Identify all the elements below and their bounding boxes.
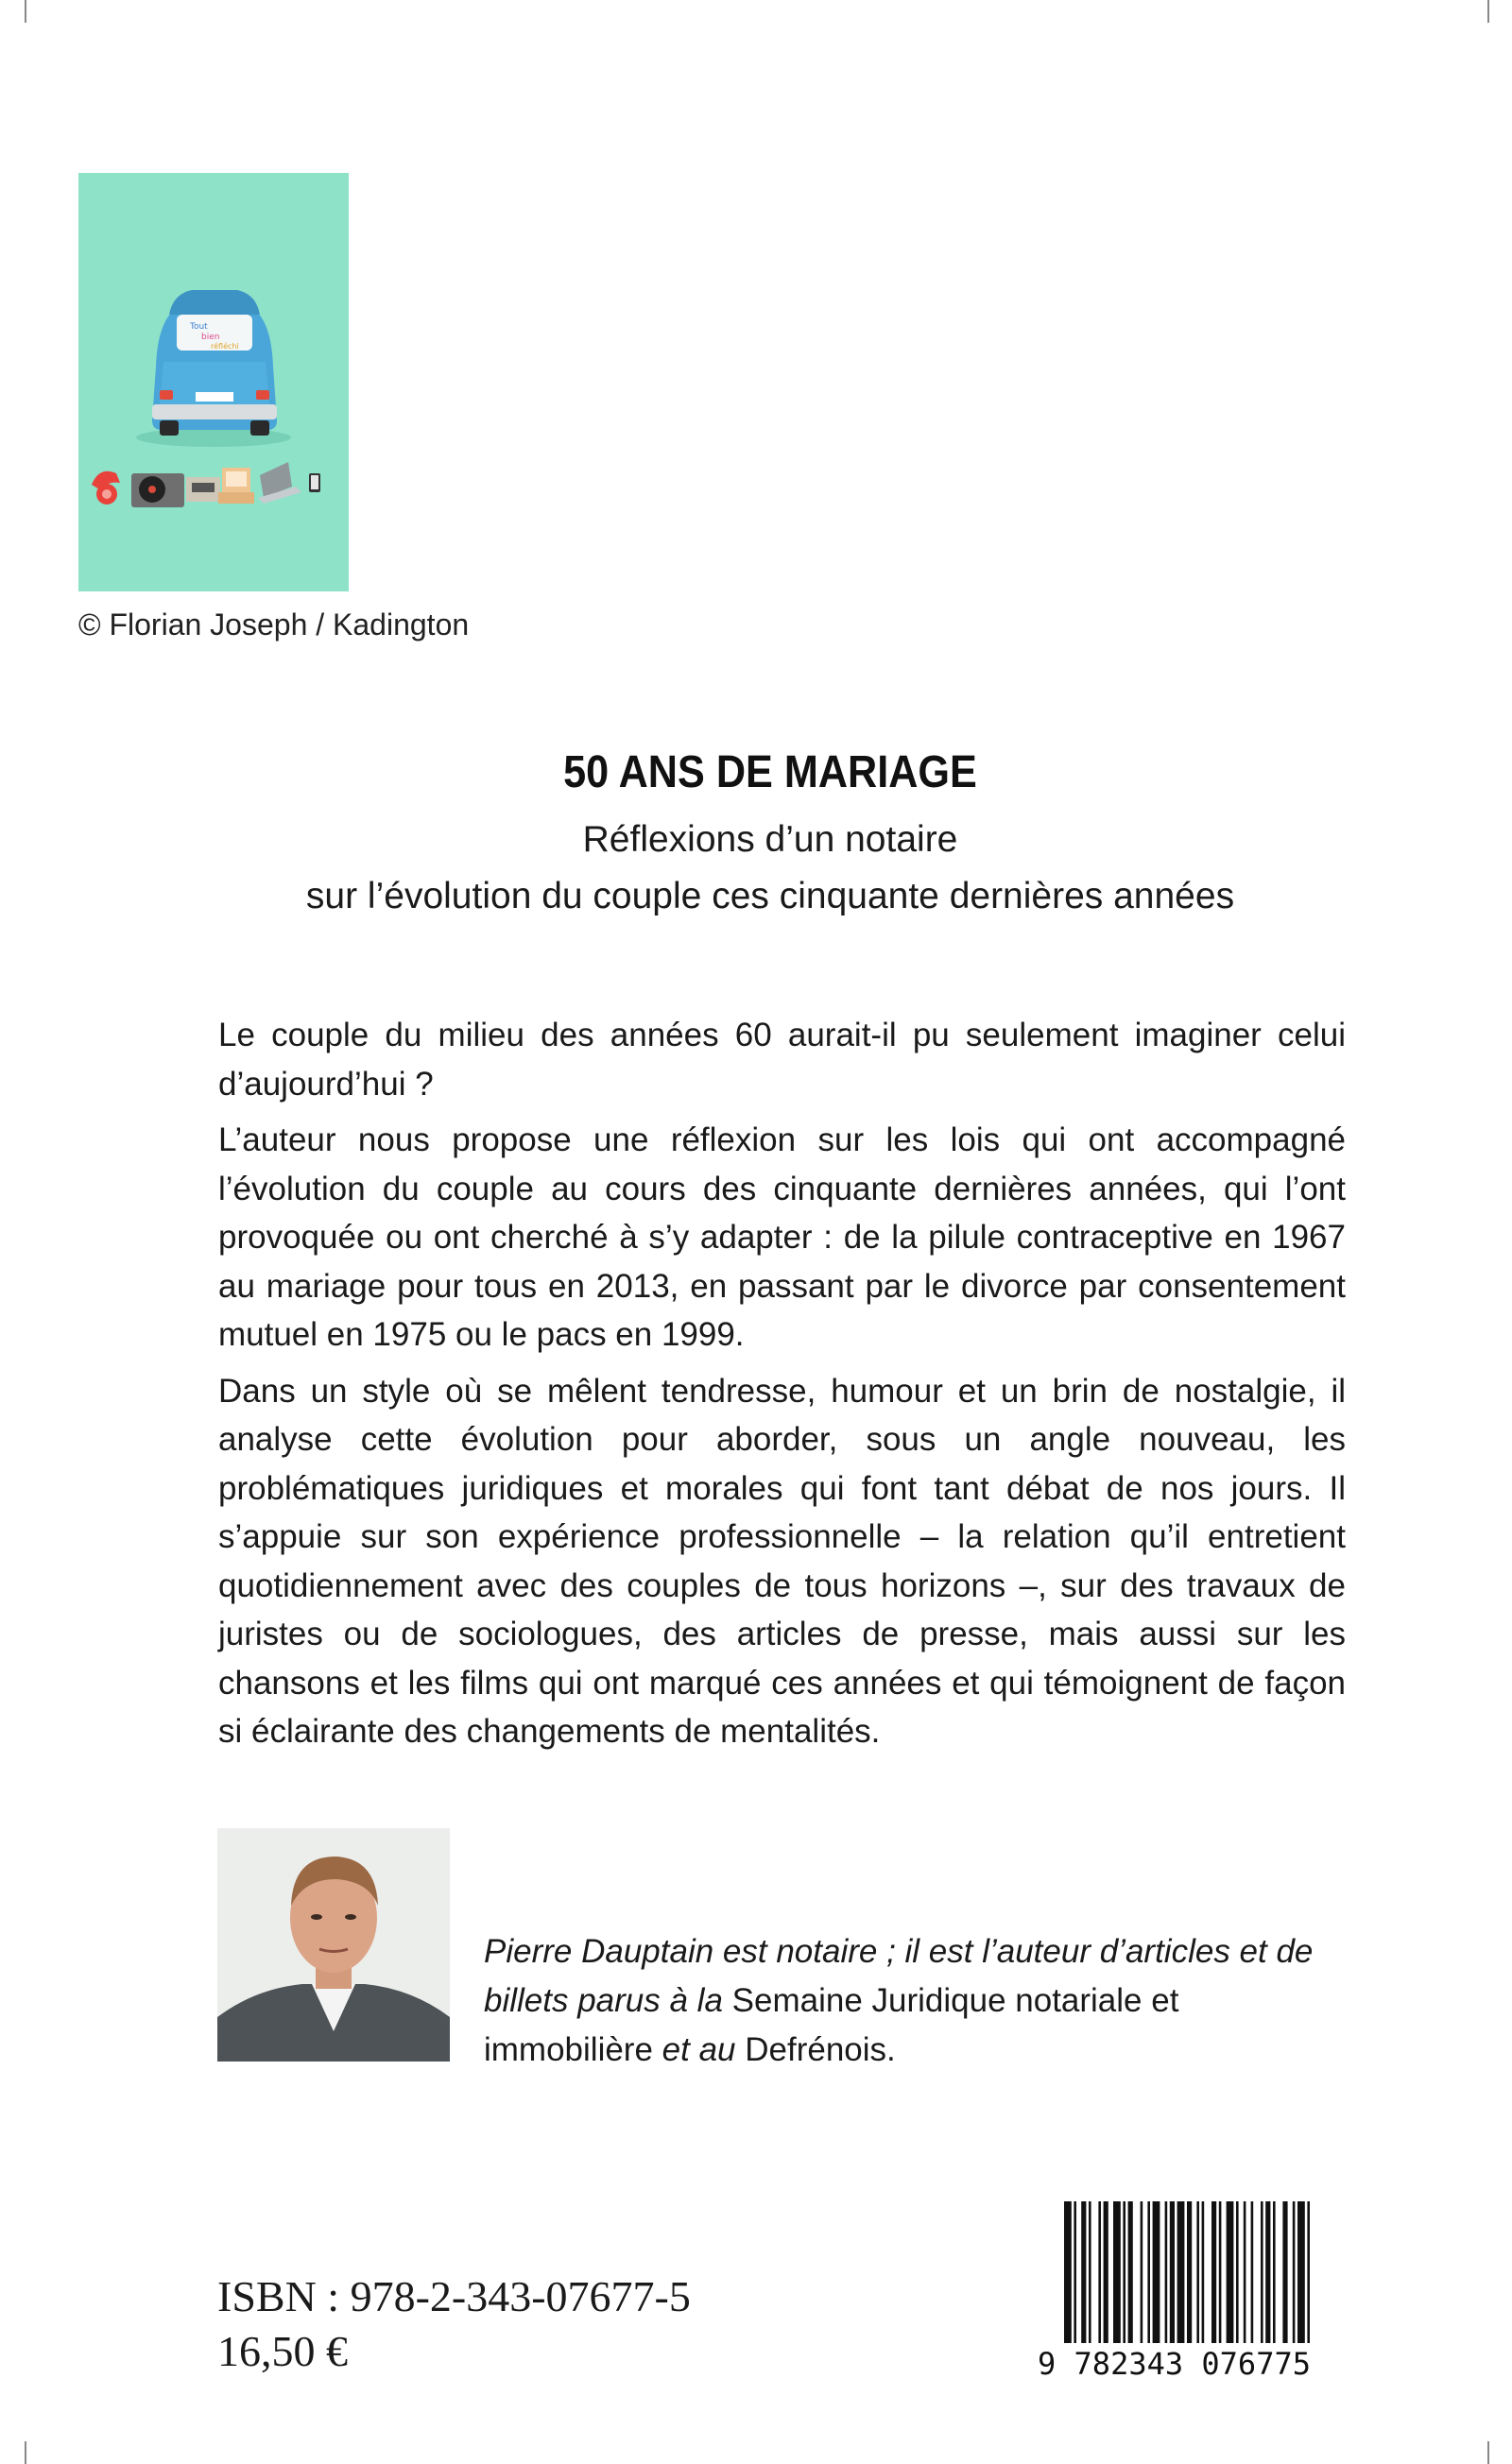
barcode-bar [1297,2201,1305,2343]
author-photo [217,1828,450,2062]
barcode-digits: 9 782343 076775 [1038,2346,1311,2382]
barcode-bars [1064,2201,1351,2367]
svg-text:Tout: Tout [190,322,208,332]
blurb-paragraph: Dans un style où se mêlent tendresse, humour et un brin de nostalgie, il analyse cette évolution pour aborder, sous un angle nouveau, les problématiques juridiques et morales qui font tant débat de nos jours. Il s’appuie sur son expérience professionnelle – la relation qu’il entretient quotidiennement avec des couples de tous horizons –, sur des travaux de juristes ou de sociologues, des articles de presse, mais aussi sur les chansons et les films qui ont marqué ces années et qui témoignent de façon si éclairante des changements de mentalités. [218,1372,1346,1750]
barcode-bar [1202,2201,1205,2343]
book-title: 50 ANS DE MARIAGE [563,747,977,797]
isbn-number: ISBN : 978-2-343-07677-5 [217,2272,691,2320]
barcode-bar [1153,2201,1160,2343]
barcode-bar [1165,2201,1168,2343]
barcode-bar [1104,2201,1108,2343]
cover-thumbnail [78,173,349,591]
blurb-paragraph: Le couple du milieu des années 60 aurait-il pu seulement imaginer celui d’aujourd’hui ? [218,1017,1346,1103]
barcode-bar [1236,2201,1239,2343]
barcode-bar [1113,2201,1121,2343]
barcode-bar [1089,2201,1091,2343]
barcode-bar [1251,2201,1254,2343]
author-portrait-illustration [217,1828,450,2062]
barcode-bar [1123,2201,1125,2343]
barcode-bar [1219,2201,1222,2343]
crop-mark [25,0,26,23]
barcode-bar [1064,2201,1072,2343]
barcode-bar [1170,2201,1175,2343]
barcode-bar [1074,2201,1076,2343]
svg-text:bien: bien [201,333,220,342]
barcode-bar [1098,2201,1101,2343]
author-bio [484,1927,1334,2075]
barcode-bar [1293,2201,1296,2343]
blurb-paragraph: L’auteur nous propose une réflexion sur les lois qui ont accompagné l’évolution du couple au cours des cinquante dernières années, qui l’ont provoquée ou ont cherché à s’y adapter : de la pilule contraceptive en 1967 au mariage pour tous en 2013, en passant par le divorce par consentement mutuel en 1975 ou le pacs en 1999. [218,1121,1346,1353]
barcode-bar [1177,2201,1185,2343]
bio-publication: Defrénois [745,2031,887,2068]
crop-mark [25,2441,26,2464]
barcode-bar [1211,2201,1216,2343]
book-subtitle-line1: Réflexions d’un notaire [582,819,958,860]
image-credit: © Florian Joseph / Kadington [78,607,470,642]
bio-text: Pierre Dauptain est notaire ; il est l’auteur d’articles et de billets parus à la [484,1933,1314,2019]
bio-publication: Semaine Juridique notariale et immobilière [484,1982,1179,2068]
blurb [218,1011,1346,1764]
book-subtitle-line2: sur l’évolution du couple ces cinquante dernières années [305,876,1235,916]
barcode-bar [1227,2201,1234,2343]
bio-text: et au [652,2031,746,2068]
barcode-bar [1261,2201,1263,2343]
bio-text: . [886,2031,896,2068]
barcode-bar [1141,2201,1143,2343]
isbn-block [217,2269,691,2379]
barcode-bar [1128,2201,1133,2343]
barcode-bar [1265,2201,1270,2343]
crop-mark [1487,0,1489,23]
barcode-bar [1187,2201,1192,2343]
barcode-bar [1147,2201,1150,2343]
barcode-bar [1282,2201,1287,2343]
barcode [1064,2201,1351,2367]
barcode-bar [1307,2201,1310,2343]
price: 16,50 € [217,2327,348,2375]
barcode-bar [1273,2201,1276,2343]
cover-illustration [78,173,349,591]
svg-text:réfléchi: réfléchi [211,342,239,351]
barcode-bar [1081,2201,1086,2343]
crop-mark [1487,2441,1489,2464]
barcode-bar [1196,2201,1199,2343]
barcode-bar [1244,2201,1246,2343]
